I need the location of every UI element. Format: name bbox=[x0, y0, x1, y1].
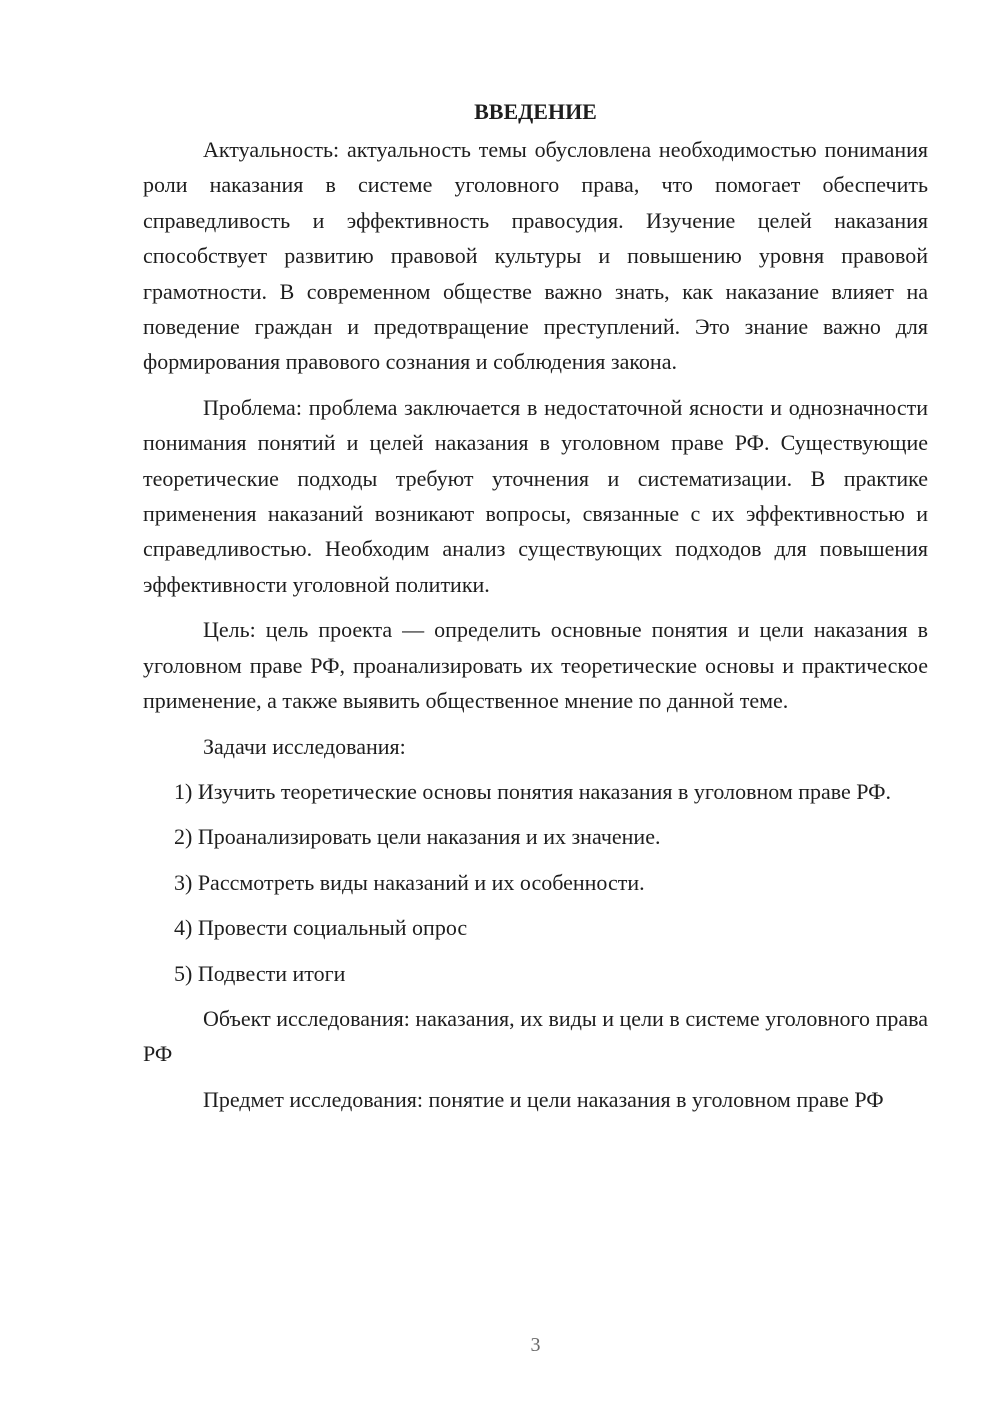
task-item: 5) Подвести итоги bbox=[174, 960, 346, 986]
page-number: 3 bbox=[530, 1334, 541, 1356]
page-heading: ВВЕДЕНИЕ bbox=[474, 99, 597, 124]
tasks-list bbox=[143, 774, 928, 991]
task-item: 1) Изучить теоретические основы понятия наказания в уголовном праве РФ. bbox=[174, 778, 892, 804]
goal-paragraph: Цель: цель проекта — определить основные понятия и цели наказания в уголовном праве РФ, проанализировать их теоретические основы и практическое применение, а также выявить общественное мнение по данной теме. bbox=[143, 617, 928, 714]
subject-paragraph: Предмет исследования: понятие и цели наказания в уголовном праве РФ bbox=[203, 1086, 884, 1112]
tasks-title: Задачи исследования: bbox=[203, 733, 406, 759]
object-paragraph: Объект исследования: наказания, их виды и цели в системе уголовного права РФ bbox=[143, 1005, 928, 1067]
problem-paragraph: Проблема: проблема заключается в недостаточной ясности и однозначности понимания понятий и целей наказания в уголовном праве РФ. Существующие теоретические подходы требуют уточнения и систематизации. В практике применения наказаний возникают вопросы, связанные с их эффективностью и справедливостью. Необходим анализ существующих подходов для повышения эффективности уголовной политики. bbox=[143, 394, 928, 597]
task-item: 4) Провести социальный опрос bbox=[174, 915, 468, 941]
task-item: 3) Рассмотреть виды наказаний и их особенности. bbox=[174, 869, 645, 895]
task-item: 2) Проанализировать цели наказания и их значение. bbox=[174, 824, 661, 850]
relevance-paragraph: Актуальность: актуальность темы обусловлена необходимостью понимания роли наказания в системе уголовного права, что помогает обеспечить справедливость и эффективность правосудия. Изучение целей наказания способствует развитию правовой культуры и повышению уровня правовой грамотности. В современном обществе важно знать, как наказание влияет на поведение граждан и предотвращение преступлений. Это знание важно для формирования правового сознания и соблюдения закона. bbox=[143, 137, 928, 375]
page-content bbox=[143, 94, 928, 1127]
